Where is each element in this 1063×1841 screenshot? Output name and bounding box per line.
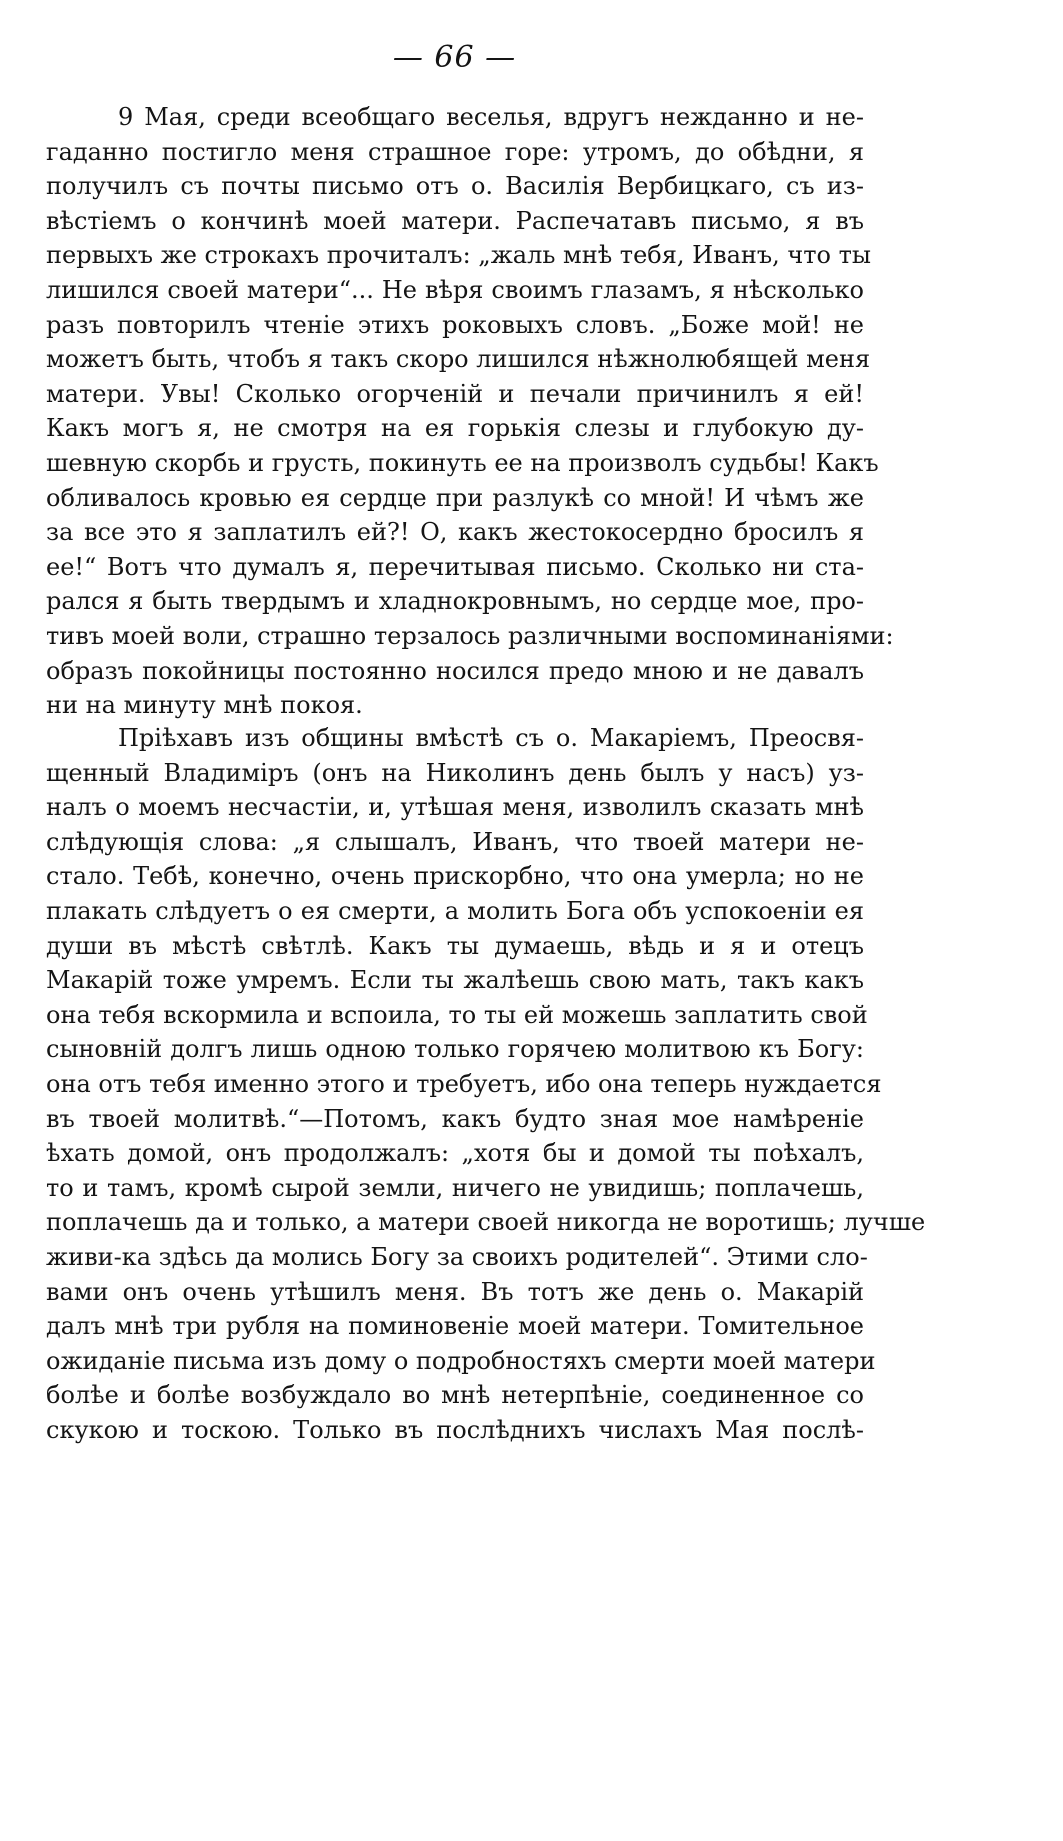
paragraph-1 [46, 100, 894, 723]
text-line: она тебя вскормила и вспоила, то ты ей можешь заплатить свой [46, 1000, 868, 1029]
text-line: можетъ быть, чтобъ я такъ скоро лишился нѣжнолюбящей меня [46, 345, 871, 374]
text-line: ее!“ Вотъ что думалъ я, перечитывая письмо. Сколько ни ста- [46, 552, 864, 581]
text-line: въ твоей молитвѣ.“—Потомъ, какъ будто зная мое намѣреніе [46, 1104, 864, 1133]
text-line: далъ мнѣ три рубля на поминовеніе моей матери. Томительное [46, 1312, 864, 1341]
text-line: обливалось кровью ея сердце при разлукѣ со мной! И чѣмъ же [46, 483, 864, 512]
text-line: шевную скорбь и грусть, покинуть ее на произволъ судьбы! Какъ [46, 448, 879, 477]
text-line: 9 Мая, среди всеобщаго веселья, вдругъ нежданно и не- [118, 103, 864, 131]
text-line: вами онъ очень утѣшилъ меня. Въ тотъ же день о. Макарій [46, 1277, 864, 1306]
text-line: рался я быть твердымъ и хладнокровнымъ, но сердце мое, про- [46, 587, 864, 616]
text-line: вѣстіемъ о кончинѣ моей матери. Распечатавъ письмо, я въ [46, 206, 864, 235]
paragraph-2 [46, 721, 926, 1447]
text-line: образъ покойницы постоянно носился предо мною и не давалъ [46, 656, 864, 685]
text-line: Макарій тоже умремъ. Если ты жалѣешь свою мать, такъ какъ [46, 966, 864, 995]
text-line: слѣдующія слова: „я слышалъ, Иванъ, что твоей матери не- [46, 827, 864, 856]
text-line: Пріѣхавъ изъ общины вмѣстѣ съ о. Макаріемъ, Преосвя- [118, 724, 864, 752]
text-line: ожиданіе письма изъ дому о подробностяхъ смерти моей матери [46, 1346, 876, 1375]
text-line: болѣе и болѣе возбуждало во мнѣ нетерпѣніе, соединенное со [46, 1381, 864, 1410]
text-line: первыхъ же строкахъ прочиталъ: „жаль мнѣ тебя, Иванъ, что ты [46, 241, 872, 270]
text-line: тивъ моей воли, страшно терзалось различными воспоминаніями: [46, 621, 894, 650]
text-line: стало. Тебѣ, конечно, очень прискорбно, что она умерла; но не [46, 862, 864, 891]
text-line: разъ повторилъ чтеніе этихъ роковыхъ словъ. „Боже мой! не [46, 310, 864, 339]
text-line: лишился своей матери“... Не вѣря своимъ глазамъ, я нѣсколько [46, 275, 864, 304]
text-line: плакать слѣдуетъ о ея смерти, а молить Бога объ успокоеніи ея [46, 896, 864, 925]
text-line: живи-ка здѣсь да молись Богу за своихъ родителей“. Этими сло- [46, 1242, 868, 1271]
text-line: щенный Владиміръ (онъ на Николинъ день былъ у насъ) уз- [46, 758, 864, 787]
text-line: налъ о моемъ несчастіи, и, утѣшая меня, изволилъ сказать мнѣ [46, 793, 864, 822]
text-line: поплачешь да и только, а матери своей никогда не воротишь; лучше [46, 1208, 926, 1237]
text-line: за все это я заплатилъ ей?! О, какъ жестокосердно бросилъ я [46, 518, 864, 547]
text-line: души въ мѣстѣ свѣтлѣ. Какъ ты думаешь, вѣдь и я и отецъ [46, 931, 864, 960]
text-line: скукою и тоскою. Только въ послѣднихъ числахъ Мая послѣ- [46, 1415, 864, 1444]
text-line: матери. Увы! Сколько огорченій и печали причинилъ я ей! [46, 379, 864, 408]
page-number: — 66 — [392, 40, 517, 75]
text-line: то и тамъ, кромѣ сырой земли, ничего не увидишь; поплачешь, [46, 1173, 864, 1202]
text-line: она отъ тебя именно этого и требуетъ, ибо она теперь нуждается [46, 1069, 882, 1098]
text-line: сыновній долгъ лишь одною только горячею молитвою къ Богу: [46, 1035, 864, 1064]
text-line: гаданно постигло меня страшное горе: утромъ, до обѣдни, я [46, 137, 864, 166]
text-line: получилъ съ почты письмо отъ о. Василія Вербицкаго, съ из- [46, 172, 864, 201]
text-line: ѣхать домой, онъ продолжалъ: „хотя бы и домой ты поѣхалъ, [46, 1139, 864, 1168]
text-line: Какъ могъ я, не смотря на ея горькія слезы и глубокую ду- [46, 414, 864, 443]
text-line: ни на минуту мнѣ покоя. [46, 691, 363, 720]
